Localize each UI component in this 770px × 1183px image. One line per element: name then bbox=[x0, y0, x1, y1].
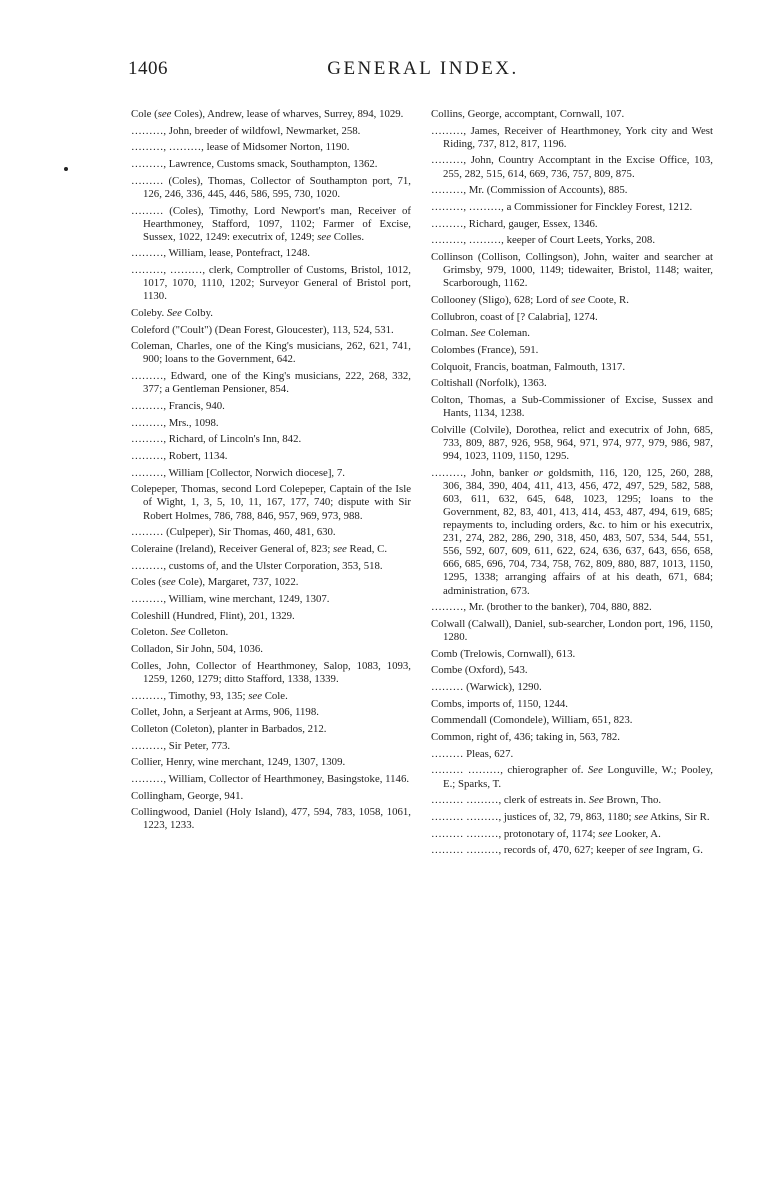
index-entry: Coleraine (Ireland), Receiver General of, 823; see Read, C. bbox=[131, 542, 388, 555]
index-entry: Collins, George, accomptant, Cornwall, 107. bbox=[431, 108, 625, 120]
index-entry: Combs, imports of, 1150, 1244. bbox=[431, 697, 568, 710]
index-entry: ………, John, banker or goldsmith, 116, 120, 125, 260, 288, 306, 384, 390, 404, 411, 413, 456, 472, 497, 529, 582, 588, 603, 611, 632, 645, 648, 1023, 1295; loans to the Government, 82, 83, 401, 413, 414, 453, 487, 494, 619, 685; repayments to, including orders, &c. to him or his executrix, 231, 274, 282, 286, 290, 318, 450, 483, 507, 534, 544, 551, 556, 592, 607, 609, 611, 622, 624, 636, 637, 643, 656, 658, 666, 685, 696, 704, 734, 758, 762, 809, 880, 887, 1013, 1150, 1295, 1338; arranging affairs of at his death, 671, 684; administration, 673. bbox=[431, 466, 713, 597]
index-entry: ………, customs of, and the Ulster Corporation, 353, 518. bbox=[131, 559, 383, 572]
index-entry: Collinson (Collison, Collingson), John, waiter and searcher at Grimsby, 979, 1000, 1149; tidewaiter, Bristol, 1148; waiter, Scarborough, 1162. bbox=[431, 251, 713, 290]
index-entry: ………, William [Collector, Norwich diocese], 7. bbox=[131, 466, 345, 479]
index-entry: ……… (Coles), Thomas, Collector of Southampton port, 71, 126, 246, 336, 445, 446, 586, 595, 730, 1020. bbox=[131, 174, 411, 200]
index-entry: ……… ………, records of, 470, 627; keeper of see Ingram, G. bbox=[431, 844, 703, 857]
index-entry: ………, Mrs., 1098. bbox=[131, 416, 219, 429]
index-entry: ………, ………, a Commissioner for Finckley Forest, 1212. bbox=[431, 200, 693, 213]
index-entry: Coleton. See Colleton. bbox=[131, 626, 229, 639]
index-entry: Commendall (Comondele), William, 651, 823. bbox=[431, 714, 633, 727]
index-entry: Coleby. See Colby. bbox=[131, 306, 213, 319]
index-entry: Collier, Henry, wine merchant, 1249, 1307, 1309. bbox=[131, 756, 346, 769]
index-entry: Colman. See Coleman. bbox=[431, 327, 530, 340]
index-entry: ………, James, Receiver of Hearthmoney, York city and West Riding, 737, 812, 817, 1196. bbox=[431, 124, 713, 150]
index-entry: Coles (see Cole), Margaret, 737, 1022. bbox=[131, 576, 299, 589]
index-entry: ………, William, Collector of Hearthmoney, Basingstoke, 1146. bbox=[131, 772, 410, 785]
index-entry: ………, John, breeder of wildfowl, Newmarket, 258. bbox=[131, 124, 361, 137]
page-header bbox=[128, 58, 718, 82]
index-entry: ………, Francis, 940. bbox=[131, 399, 225, 412]
index-entry: ………, William, lease, Pontefract, 1248. bbox=[131, 247, 310, 260]
index-entry: ……… (Coles), Timothy, Lord Newport's man, Receiver of Hearthmoney, Stafford, 1097, 1102; Farmer of Excise, Sussex, 1022, 1249: executrix of, 1249; see Colles. bbox=[131, 204, 411, 243]
index-entry: ………, Timothy, 93, 135; see Cole. bbox=[131, 689, 288, 702]
index-entry: Coleford ("Coult") (Dean Forest, Gloucester), 113, 524, 531. bbox=[131, 323, 394, 336]
index-entry: Colville (Colvile), Dorothea, relict and executrix of John, 685, 733, 809, 887, 926, 958, 964, 971, 974, 977, 979, 986, 987, 994, 1023, 1109, 1150, 1295. bbox=[431, 423, 713, 462]
index-entry: ……… ………, clerk of estreats in. See Brown, Tho. bbox=[431, 794, 662, 807]
index-entry: ………, Lawrence, Customs smack, Southampton, 1362. bbox=[131, 158, 378, 171]
index-entry: Collooney (Sligo), 628; Lord of see Coote, R. bbox=[431, 293, 629, 306]
index-entry: Collet, John, a Serjeant at Arms, 906, 1198. bbox=[131, 706, 319, 719]
index-entry: ……… (Culpeper), Sir Thomas, 460, 481, 630. bbox=[131, 526, 336, 539]
index-entry: Colleton (Coleton), planter in Barbados, 212. bbox=[131, 722, 327, 735]
index-entry: ………, ………, clerk, Comptroller of Customs, Bristol, 1012, 1017, 1070, 1110, 1202; Surveyor General of Bristol port, 1130. bbox=[131, 264, 411, 303]
index-entry: ……… Pleas, 627. bbox=[431, 747, 514, 760]
index-entry: ………, Robert, 1134. bbox=[131, 449, 228, 462]
index-entry: Coleshill (Hundred, Flint), 201, 1329. bbox=[131, 609, 295, 622]
index-entry: ……… ………, justices of, 32, 79, 863, 1180; see Atkins, Sir R. bbox=[431, 810, 710, 823]
index-entry: ………, William, wine merchant, 1249, 1307. bbox=[131, 592, 330, 605]
index-entry: Colton, Thomas, a Sub-Commissioner of Excise, Sussex and Hants, 1134, 1238. bbox=[431, 394, 713, 420]
page-number: 1406 bbox=[128, 58, 168, 79]
index-entry: Coleman, Charles, one of the King's musicians, 262, 621, 741, 900; loans to the Government, 642. bbox=[131, 340, 411, 366]
index-column-left bbox=[131, 108, 411, 836]
index-entry: Colquoit, Francis, boatman, Falmouth, 1317. bbox=[431, 360, 626, 373]
index-entry: Colepeper, Thomas, second Lord Colepeper, Captain of the Isle of Wight, 1, 3, 5, 10, 11, 167, 177, 740; dispute with Sir Robert Holmes, 786, 788, 846, 957, 969, 973, 988. bbox=[131, 483, 411, 522]
index-entry: ………, Mr. (brother to the banker), 704, 880, 882. bbox=[431, 601, 652, 614]
index-entry: ………, ………, keeper of Court Leets, Yorks, 208. bbox=[431, 234, 656, 247]
index-entry: ………, ………, lease of Midsomer Norton, 1190. bbox=[131, 141, 350, 154]
index-entry: Comb (Trelowis, Cornwall), 613. bbox=[431, 647, 576, 660]
index-entry: Coltishall (Norfolk), 1363. bbox=[431, 377, 547, 390]
index-entry: Common, right of, 436; taking in, 563, 782. bbox=[431, 731, 620, 744]
index-entry: ………, Mr. (Commission of Accounts), 885. bbox=[431, 184, 628, 197]
index-entry: Colles, John, Collector of Hearthmoney, Salop, 1083, 1093, 1259, 1260, 1279; ditto Stafford, 1338, 1339. bbox=[131, 659, 411, 685]
index-entry: Collingwood, Daniel (Holy Island), 477, 594, 783, 1058, 1061, 1223, 1233. bbox=[131, 806, 411, 832]
index-entry: ………, Edward, one of the King's musicians, 222, 268, 332, 377; a Gentleman Pensioner, 854. bbox=[131, 370, 411, 396]
index-entry: Colwall (Calwall), Daniel, sub-searcher, London port, 196, 1150, 1280. bbox=[431, 617, 713, 643]
index-entry: Collingham, George, 941. bbox=[131, 789, 244, 802]
index-entry: ……… ………, protonotary of, 1174; see Looker, A. bbox=[431, 827, 661, 840]
index-entry: ……… (Warwick), 1290. bbox=[431, 681, 542, 694]
index-entry: Cole (see Coles), Andrew, lease of wharves, Surrey, 894, 1029. bbox=[131, 108, 404, 120]
margin-dot bbox=[64, 167, 68, 171]
index-entry: Colombes (France), 591. bbox=[431, 343, 539, 356]
index-entry: Collubron, coast of [? Calabria], 1274. bbox=[431, 310, 598, 323]
page-title: GENERAL INDEX. bbox=[327, 58, 519, 79]
index-column-right bbox=[431, 108, 713, 861]
index-entry: ………, Sir Peter, 773. bbox=[131, 739, 231, 752]
index-entry: ………, John, Country Accomptant in the Excise Office, 103, 255, 282, 515, 614, 669, 736, 757, 809, 875. bbox=[431, 154, 713, 180]
index-entry: Colladon, Sir John, 504, 1036. bbox=[131, 643, 263, 656]
index-entry: ………, Richard, gauger, Essex, 1346. bbox=[431, 217, 598, 230]
index-entry: ………, Richard, of Lincoln's Inn, 842. bbox=[131, 433, 302, 446]
index-entry: ……… ………, chierographer of. See Longuville, W.; Pooley, E.; Sparks, T. bbox=[431, 764, 713, 790]
index-entry: Combe (Oxford), 543. bbox=[431, 664, 528, 677]
